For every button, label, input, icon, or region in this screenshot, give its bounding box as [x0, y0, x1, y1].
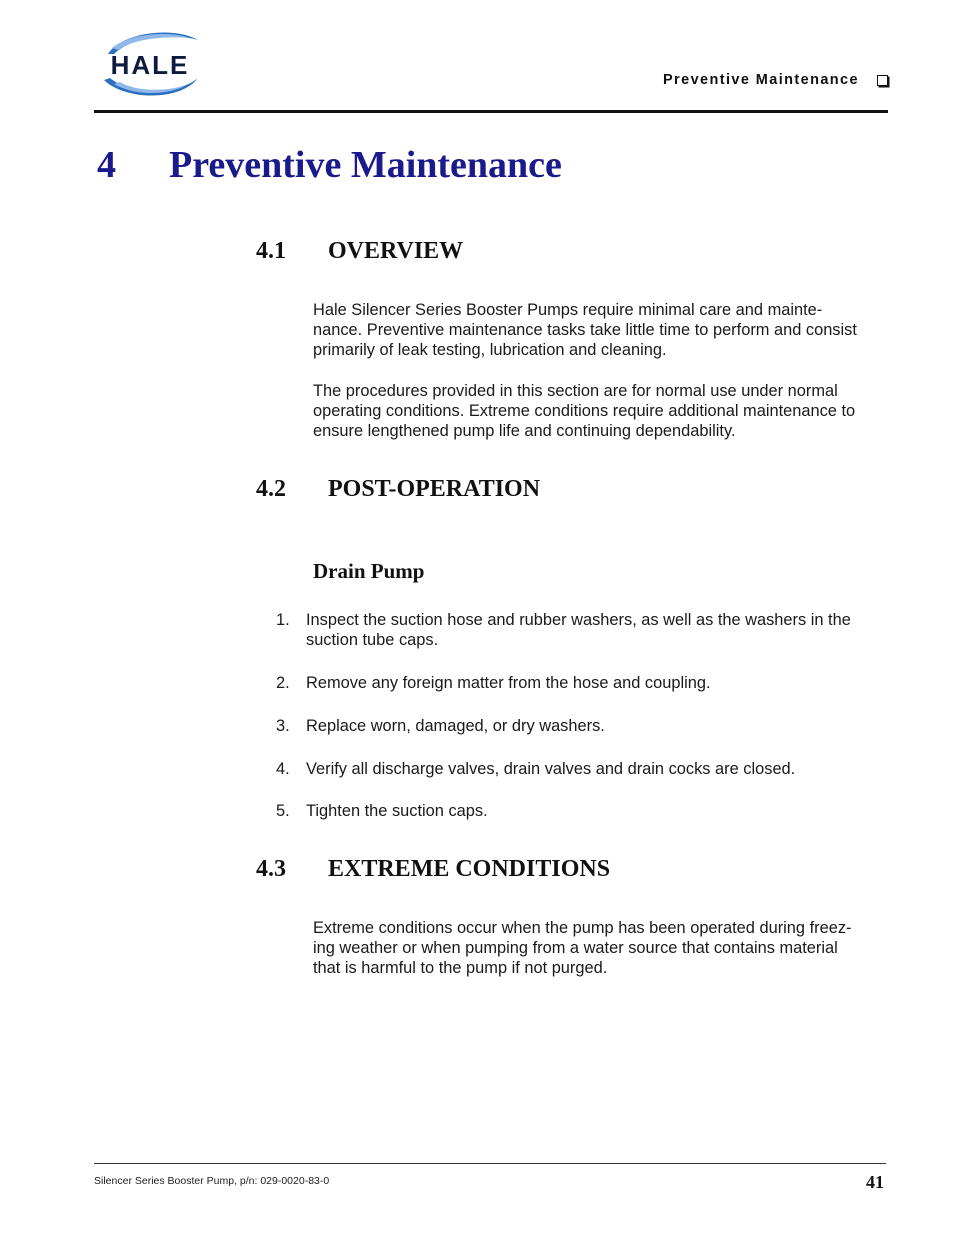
running-header	[663, 72, 888, 88]
list-item	[276, 716, 896, 736]
step-number: 4.	[276, 760, 290, 778]
section-number: 4.3	[256, 856, 286, 882]
step-text: Inspect the suction hose and rubber washers, as well as the washers in the suction tube caps.	[306, 611, 851, 650]
footer-rule	[94, 1163, 886, 1164]
running-title: Preventive Maintenance	[662, 72, 859, 88]
step-text: Replace worn, damaged, or dry washers.	[306, 717, 605, 735]
list-item	[276, 610, 896, 650]
list-item	[276, 801, 896, 821]
chapter-heading	[97, 143, 562, 187]
section-heading-overview	[256, 238, 463, 265]
chapter-number: 4	[97, 144, 116, 186]
subheading-drain-pump: Drain Pump	[313, 559, 425, 583]
hale-logo-graphic	[94, 28, 206, 102]
overview-paragraph-1: Hale Silencer Series Booster Pumps require minimal care and mainte- nance. Preventive maintenance tasks take little time to perform and consist primarily of leak testing, lubrication and cleaning.	[313, 301, 857, 360]
step-text: Tighten the suction caps.	[306, 802, 488, 820]
step-number: 5.	[276, 802, 290, 820]
footer-doc-info: Silencer Series Booster Pump, p/n: 029-0020-83-0	[94, 1175, 330, 1187]
list-item	[276, 759, 896, 779]
hale-logo	[94, 28, 206, 102]
chapter-title: Preventive Maintenance	[169, 144, 562, 186]
step-number: 2.	[276, 674, 290, 692]
section-number: 4.2	[256, 476, 286, 502]
step-text: Remove any foreign matter from the hose and coupling.	[306, 674, 711, 692]
extreme-conditions-paragraph: Extreme conditions occur when the pump has been operated during freez- ing weather or when pumping from a water source that contains material that is harmful to the pump if not purged.	[313, 919, 852, 978]
section-number: 4.1	[256, 238, 286, 264]
section-heading-extreme-conditions	[256, 856, 610, 883]
section-title: EXTREME CONDITIONS	[328, 856, 611, 882]
logo-wordmark: HALE	[110, 50, 190, 80]
step-number: 1.	[276, 611, 290, 629]
overview-paragraph-2: The procedures provided in this section are for normal use under normal operating conditions. Extreme conditions require additional maintenance to ensure lengthened pump life and continuing dependability.	[313, 382, 856, 441]
header-rule	[94, 110, 888, 113]
step-text: Verify all discharge valves, drain valves and drain cocks are closed.	[306, 760, 796, 778]
section-heading-post-operation	[256, 476, 540, 503]
section-title: POST-OPERATION	[328, 476, 541, 502]
list-item	[276, 673, 896, 693]
checkbox-bullet-icon	[877, 75, 888, 86]
step-number: 3.	[276, 717, 290, 735]
page-number: 41	[866, 1172, 884, 1192]
section-title: OVERVIEW	[328, 238, 464, 264]
